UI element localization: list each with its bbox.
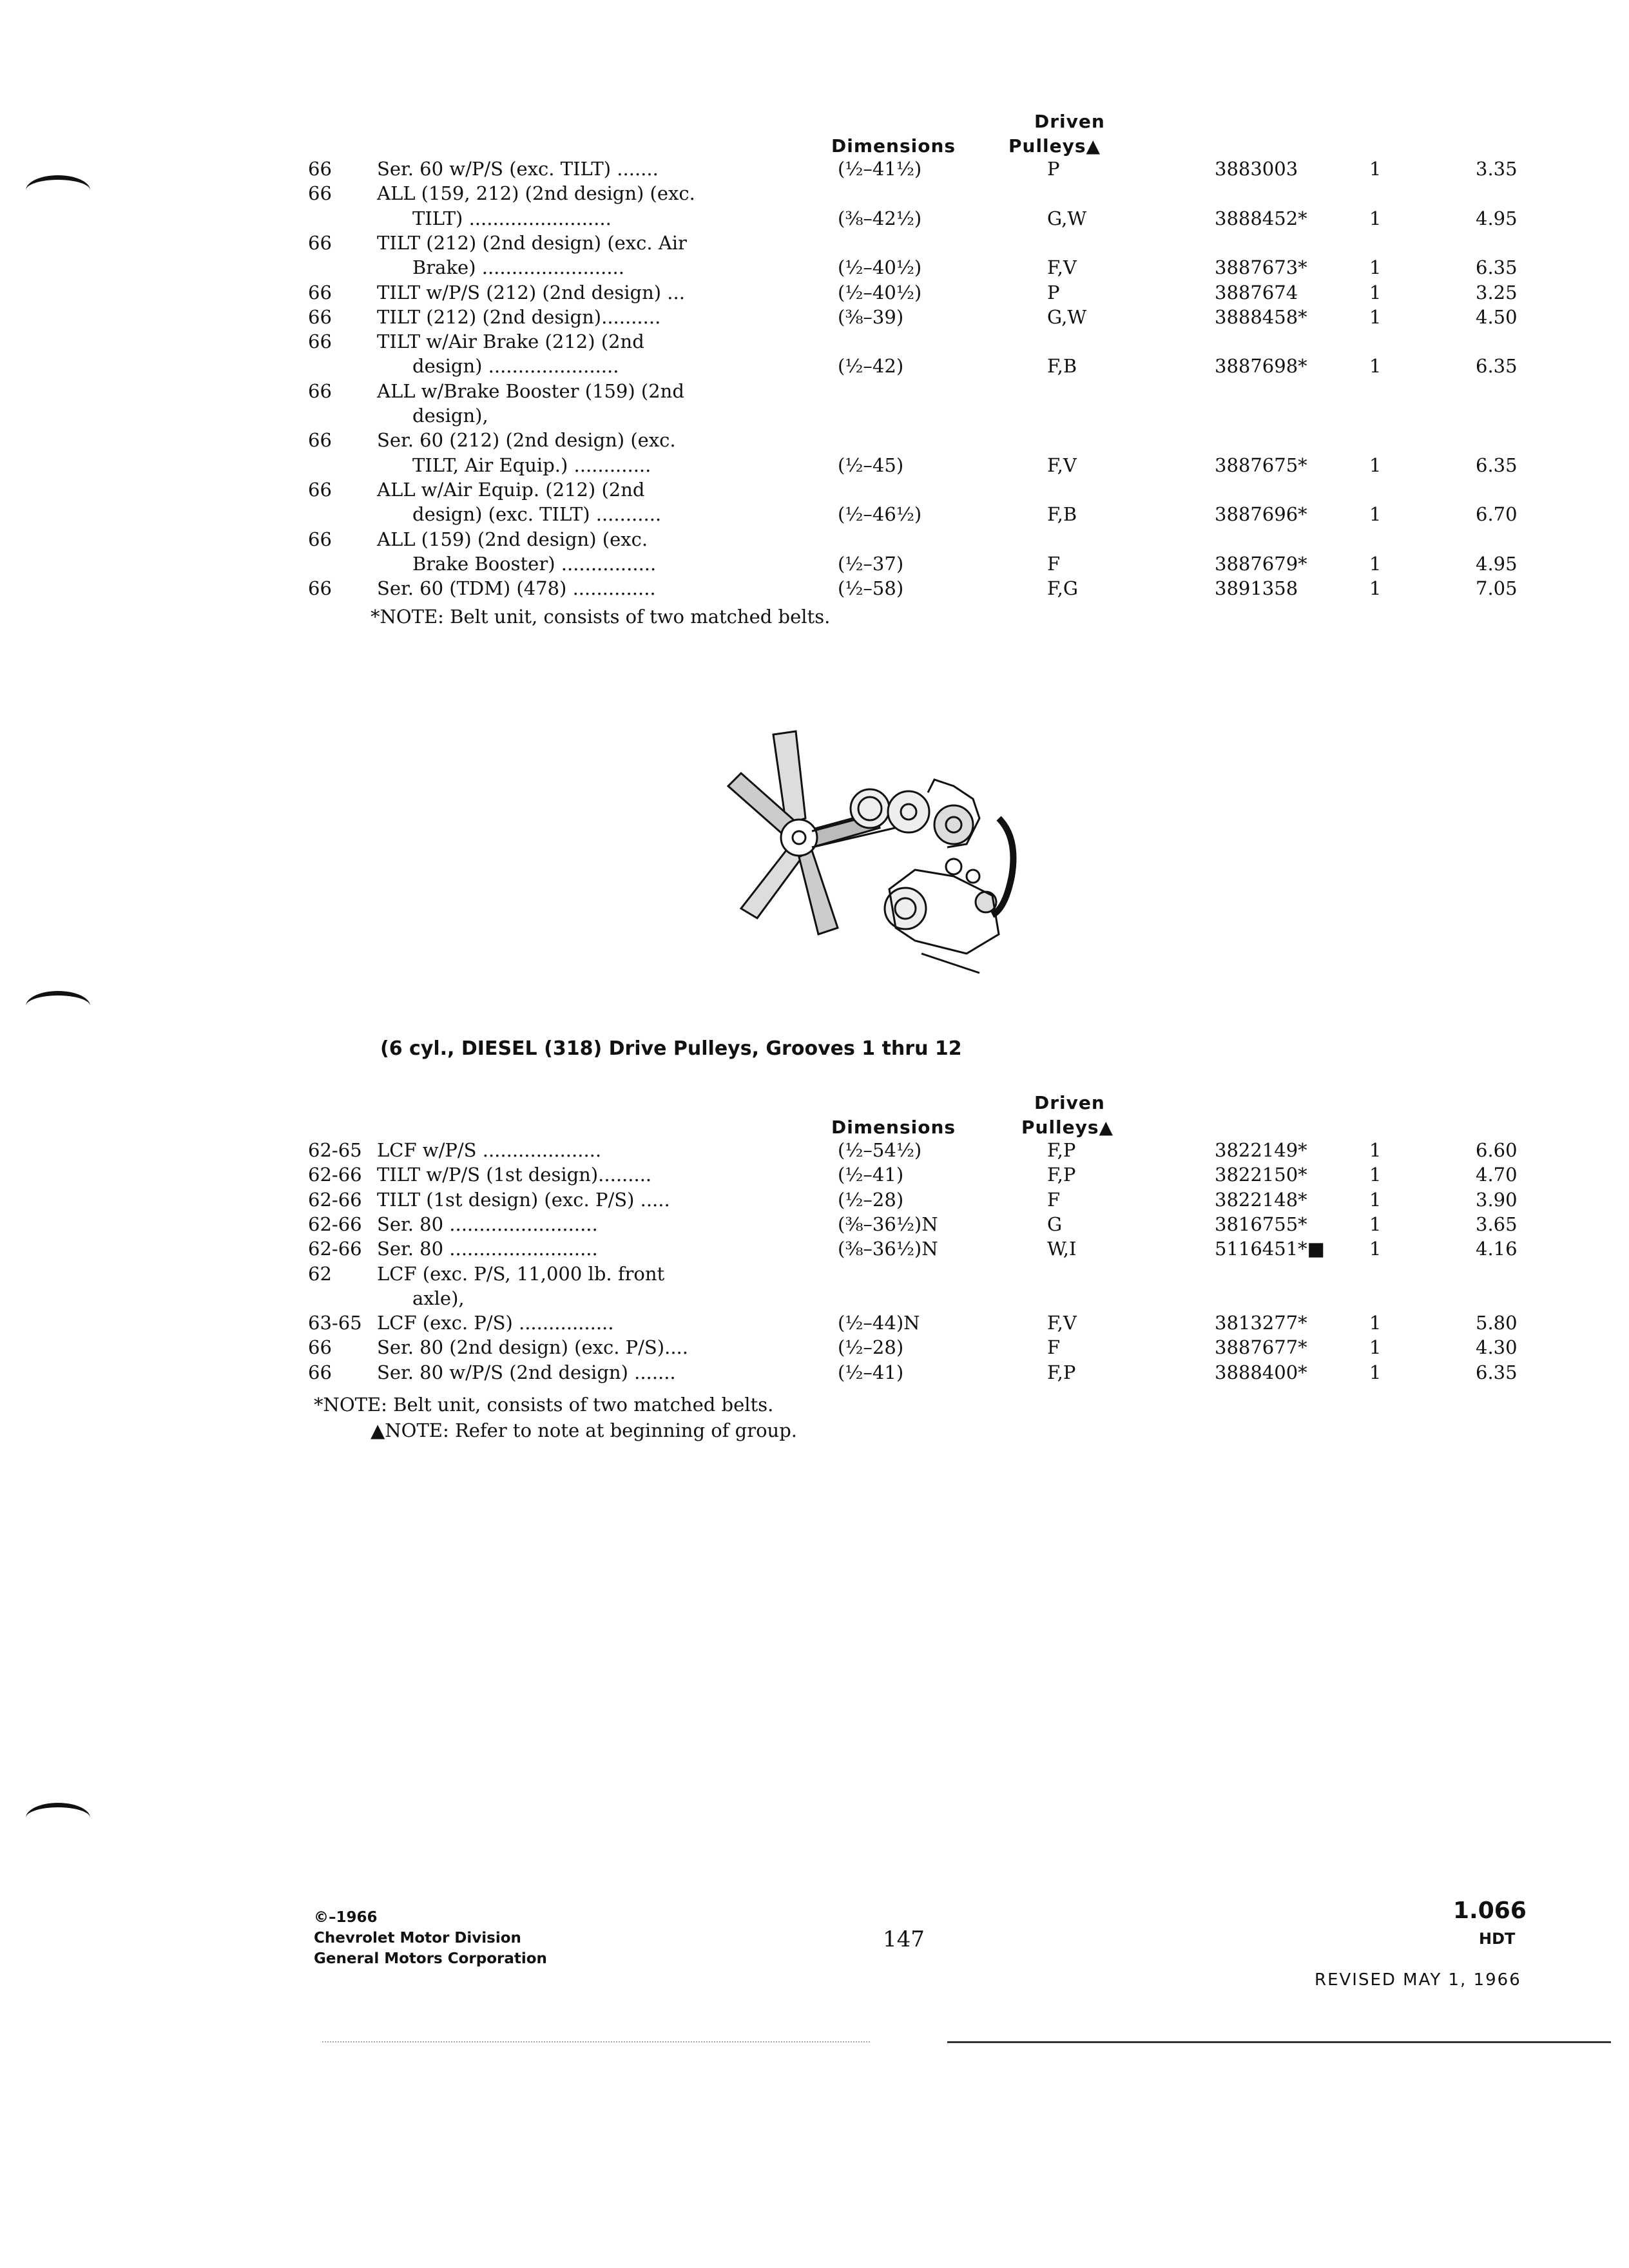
description-cell: TILT (1st design) (exc. P/S) ..... <box>377 1188 670 1211</box>
table-row <box>0 502 1629 526</box>
description-cell: Brake Booster) ................ <box>412 552 657 575</box>
page-number: 147 <box>883 1927 925 1952</box>
table-row <box>0 1311 1629 1335</box>
division: Chevrolet Motor Division <box>314 1930 521 1946</box>
pulleys-cell: G,W <box>1047 305 1087 328</box>
table-row <box>0 1138 1629 1162</box>
quantity-cell: 1 <box>1369 281 1382 303</box>
pulleys-cell: W,I <box>1047 1238 1077 1260</box>
price-cell: 4.70 <box>1476 1164 1518 1186</box>
dimensions-cell: (½–42) <box>838 355 904 378</box>
pulleys-cell: P <box>1047 158 1060 180</box>
header-dimensions: Dimensions <box>831 135 956 157</box>
margin-mark <box>26 991 90 1021</box>
dimensions-cell: (½–45) <box>838 454 904 476</box>
table-row <box>0 1187 1629 1212</box>
dimensions-cell: (½–40½) <box>838 256 922 279</box>
quantity-cell: 1 <box>1369 1188 1382 1211</box>
part-number-cell: 3888452* <box>1215 207 1307 229</box>
table-row <box>0 477 1629 502</box>
table-row <box>0 527 1629 552</box>
section-title: (6 cyl., DIESEL (318) Drive Pulleys, Grooves 1 thru 12 <box>380 1037 962 1060</box>
part-number-cell: 3816755* <box>1215 1213 1307 1235</box>
part-number-cell: 3888400* <box>1215 1361 1307 1383</box>
header-driven: Driven <box>1034 111 1105 132</box>
dimensions-cell: (½–46½) <box>838 503 922 526</box>
pulleys-cell: G <box>1047 1213 1063 1235</box>
dimensions-cell: (½–28) <box>838 1336 904 1359</box>
table-row <box>0 1360 1629 1385</box>
year-cell: 62-66 <box>308 1213 362 1235</box>
part-number-cell: 3887675* <box>1215 454 1307 476</box>
table-row <box>0 576 1629 601</box>
pulleys-cell: G,W <box>1047 207 1087 229</box>
pulleys-cell: F,V <box>1047 454 1077 476</box>
year-cell: 62-66 <box>308 1188 362 1211</box>
pulleys-cell: F,P <box>1047 1164 1076 1186</box>
price-cell: 4.16 <box>1476 1238 1518 1260</box>
dimensions-cell: (½–41) <box>838 1164 904 1186</box>
price-cell: 4.95 <box>1476 552 1518 575</box>
pulleys-cell: F <box>1047 552 1061 575</box>
description-cell: TILT w/P/S (1st design)......... <box>377 1164 652 1186</box>
header-pulleys: Pulleys▲ <box>1021 1117 1114 1138</box>
year-cell: 62-66 <box>308 1238 362 1260</box>
part-number-cell: 3822150* <box>1215 1164 1307 1186</box>
description-cell: Ser. 60 w/P/S (exc. TILT) ....... <box>377 158 659 180</box>
dimensions-cell: (½–41) <box>838 1361 904 1383</box>
description-cell: TILT, Air Equip.) ............. <box>412 454 651 476</box>
description-cell: design), <box>412 405 488 427</box>
year-cell: 62 <box>308 1262 332 1285</box>
year-cell: 62-65 <box>308 1139 362 1161</box>
part-number-cell: 3888458* <box>1215 305 1307 328</box>
quantity-cell: 1 <box>1369 1336 1382 1359</box>
price-cell: 6.60 <box>1476 1139 1518 1161</box>
quantity-cell: 1 <box>1369 305 1382 328</box>
dimensions-cell: (½–40½) <box>838 281 922 303</box>
price-cell: 6.35 <box>1476 454 1518 476</box>
quantity-cell: 1 <box>1369 1213 1382 1235</box>
table-row <box>0 354 1629 378</box>
pulleys-cell: F,P <box>1047 1139 1076 1161</box>
revised-date: REVISED MAY 1, 1966 <box>1315 1970 1521 1990</box>
description-cell: TILT (212) (2nd design).......... <box>377 305 661 328</box>
year-cell: 66 <box>308 158 332 180</box>
quantity-cell: 1 <box>1369 256 1382 279</box>
header-driven: Driven <box>1034 1092 1105 1113</box>
table-row <box>0 280 1629 305</box>
description-cell: TILT w/P/S (212) (2nd design) ... <box>377 281 685 303</box>
quantity-cell: 1 <box>1369 1312 1382 1334</box>
table-row <box>0 1262 1629 1286</box>
description-cell: TILT w/Air Brake (212) (2nd <box>377 331 644 353</box>
year-cell: 66 <box>308 528 332 550</box>
description-cell: Ser. 80 ......................... <box>377 1213 598 1235</box>
dimensions-cell: (½–44)N <box>838 1312 920 1334</box>
part-number-cell: 3887677* <box>1215 1336 1307 1359</box>
dimensions-cell: (⅜–36½)N <box>838 1238 938 1260</box>
quantity-cell: 1 <box>1369 158 1382 180</box>
fan-pulley-illustration <box>722 722 1044 979</box>
description-cell: Ser. 80 w/P/S (2nd design) ....... <box>377 1361 676 1383</box>
pulleys-cell: F <box>1047 1188 1061 1211</box>
table-row <box>0 157 1629 181</box>
quantity-cell: 1 <box>1369 552 1382 575</box>
year-cell: 63-65 <box>308 1312 362 1334</box>
pulleys-cell: F,P <box>1047 1361 1076 1383</box>
bottom-rule-faint <box>322 2041 870 2042</box>
price-cell: 3.25 <box>1476 281 1518 303</box>
pulleys-cell: P <box>1047 281 1060 303</box>
pulleys-cell: F,B <box>1047 355 1077 378</box>
price-cell: 3.35 <box>1476 158 1518 180</box>
description-cell: TILT) ........................ <box>412 207 612 229</box>
description-cell: Brake) ........................ <box>412 256 624 279</box>
table-row <box>0 428 1629 452</box>
description-cell: design) ...................... <box>412 355 619 378</box>
part-number-cell: 3887696* <box>1215 503 1307 526</box>
quantity-cell: 1 <box>1369 1164 1382 1186</box>
table-row <box>0 206 1629 231</box>
description-cell: Ser. 60 (TDM) (478) .............. <box>377 577 656 600</box>
dimensions-cell: (½–58) <box>838 577 904 600</box>
price-cell: 4.50 <box>1476 305 1518 328</box>
year-cell: 66 <box>308 380 332 402</box>
description-cell: TILT (212) (2nd design) (exc. Air <box>377 231 687 254</box>
description-cell: LCF w/P/S .................... <box>377 1139 602 1161</box>
pulleys-cell: F,V <box>1047 1312 1077 1334</box>
table-row <box>0 181 1629 206</box>
table-row <box>0 379 1629 403</box>
description-cell: design) (exc. TILT) ........... <box>412 503 662 526</box>
part-number-cell: 3883003 <box>1215 158 1298 180</box>
pulleys-cell: F <box>1047 1336 1061 1359</box>
dimensions-cell: (½–41½) <box>838 158 922 180</box>
table-row <box>0 231 1629 255</box>
table-row <box>0 1286 1629 1311</box>
year-cell: 62-66 <box>308 1164 362 1186</box>
price-cell: 6.70 <box>1476 503 1518 526</box>
part-number-cell: 3887679* <box>1215 552 1307 575</box>
pulleys-cell: F,B <box>1047 503 1077 526</box>
price-cell: 4.95 <box>1476 207 1518 229</box>
year-cell: 66 <box>308 305 332 328</box>
year-cell: 66 <box>308 182 332 205</box>
year-cell: 66 <box>308 281 332 303</box>
dimensions-cell: (⅜–36½)N <box>838 1213 938 1235</box>
quantity-cell: 1 <box>1369 1139 1382 1161</box>
section-code: HDT <box>1479 1930 1516 1948</box>
year-cell: 66 <box>308 231 332 254</box>
table-row <box>0 453 1629 477</box>
header-dimensions: Dimensions <box>831 1117 956 1138</box>
year-cell: 66 <box>308 577 332 600</box>
part-number-cell: 3822149* <box>1215 1139 1307 1161</box>
price-cell: 3.90 <box>1476 1188 1518 1211</box>
quantity-cell: 1 <box>1369 1361 1382 1383</box>
table-row <box>0 1212 1629 1236</box>
table-row <box>0 1162 1629 1187</box>
dimensions-cell: (½–28) <box>838 1188 904 1211</box>
pulleys-cell: F,V <box>1047 256 1077 279</box>
footer-copyright-block <box>314 1907 547 1969</box>
table-row <box>0 305 1629 329</box>
description-cell: ALL w/Brake Booster (159) (2nd <box>377 380 684 402</box>
dimensions-cell: (⅜–42½) <box>838 207 922 229</box>
part-number-cell: 5116451*■ <box>1215 1238 1325 1260</box>
description-cell: Ser. 80 ......................... <box>377 1238 598 1260</box>
price-cell: 4.30 <box>1476 1336 1518 1359</box>
part-number-cell: 3887698* <box>1215 355 1307 378</box>
part-number-cell: 3891358 <box>1215 577 1298 600</box>
description-cell: LCF (exc. P/S, 11,000 lb. front <box>377 1262 665 1285</box>
table1-note: *NOTE: Belt unit, consists of two matched belts. <box>371 606 831 628</box>
part-number-cell: 3887673* <box>1215 256 1307 279</box>
description-cell: Ser. 80 (2nd design) (exc. P/S).... <box>377 1336 688 1359</box>
price-cell: 3.65 <box>1476 1213 1518 1235</box>
part-number-cell: 3887674 <box>1215 281 1298 303</box>
table-row <box>0 329 1629 354</box>
pulleys-cell: F,G <box>1047 577 1078 600</box>
description-cell: ALL (159, 212) (2nd design) (exc. <box>377 182 695 205</box>
dimensions-cell: (½–54½) <box>838 1139 922 1161</box>
year-cell: 66 <box>308 331 332 353</box>
description-cell: LCF (exc. P/S) ................ <box>377 1312 614 1334</box>
section-number: 1.066 <box>1453 1898 1527 1924</box>
dimensions-cell: (⅜–39) <box>838 305 904 328</box>
price-cell: 6.35 <box>1476 1361 1518 1383</box>
dimensions-cell: (½–37) <box>838 552 904 575</box>
year-cell: 66 <box>308 1336 332 1359</box>
description-cell: ALL (159) (2nd design) (exc. <box>377 528 648 550</box>
price-cell: 5.80 <box>1476 1312 1518 1334</box>
description-cell: ALL w/Air Equip. (212) (2nd <box>377 478 645 501</box>
part-number-cell: 3813277* <box>1215 1312 1307 1334</box>
description-cell: Ser. 60 (212) (2nd design) (exc. <box>377 429 676 452</box>
table-row <box>0 552 1629 576</box>
corporation: General Motors Corporation <box>314 1950 547 1967</box>
part-number-cell: 3822148* <box>1215 1188 1307 1211</box>
quantity-cell: 1 <box>1369 355 1382 378</box>
table-row <box>0 1335 1629 1360</box>
table-row <box>0 255 1629 280</box>
quantity-cell: 1 <box>1369 454 1382 476</box>
quantity-cell: 1 <box>1369 577 1382 600</box>
price-cell: 7.05 <box>1476 577 1518 600</box>
year-cell: 66 <box>308 429 332 452</box>
price-cell: 6.35 <box>1476 355 1518 378</box>
margin-mark <box>26 1803 90 1833</box>
table2-note-pulleys: ▲NOTE: Refer to note at beginning of group. <box>371 1419 798 1441</box>
table-row <box>0 403 1629 428</box>
description-cell: axle), <box>412 1287 465 1309</box>
price-cell: 6.35 <box>1476 256 1518 279</box>
header-pulleys: Pulleys▲ <box>1008 135 1101 157</box>
table-row <box>0 1236 1629 1261</box>
bottom-rule <box>947 2041 1611 2043</box>
quantity-cell: 1 <box>1369 503 1382 526</box>
year-cell: 66 <box>308 1361 332 1383</box>
table2-note-belt: *NOTE: Belt unit, consists of two matched belts. <box>314 1394 774 1416</box>
year-cell: 66 <box>308 478 332 501</box>
quantity-cell: 1 <box>1369 207 1382 229</box>
quantity-cell: 1 <box>1369 1238 1382 1260</box>
copyright: ©–1966 <box>314 1909 378 1926</box>
